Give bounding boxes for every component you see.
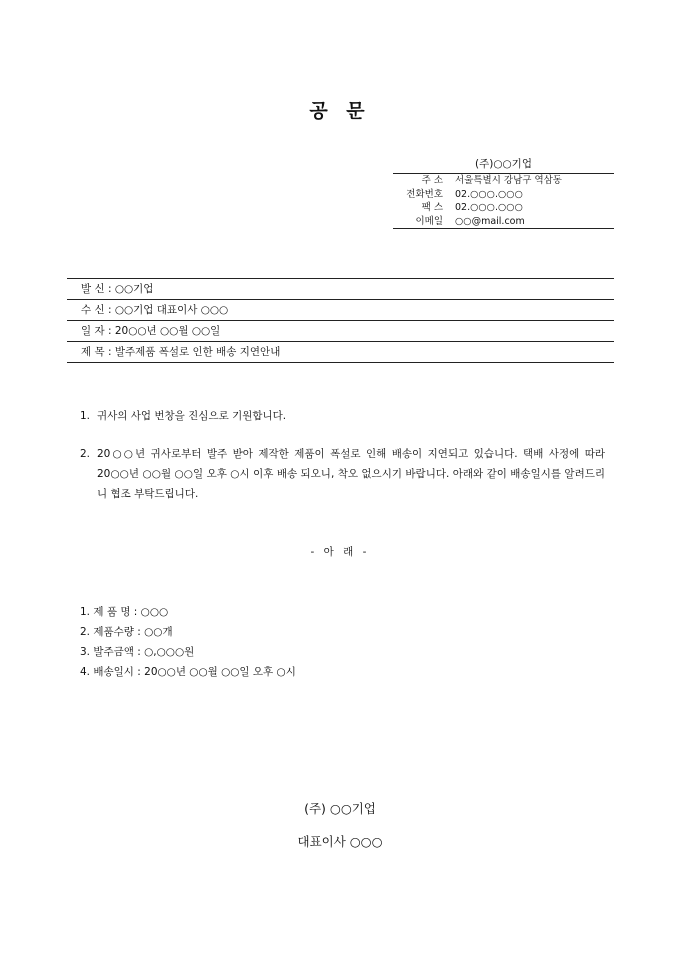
list-item: 3. 발주금액 : ○,○○○원 [80, 646, 195, 658]
from-value: ○○기업 [114, 283, 154, 295]
sender-address-label: 주 소 [421, 175, 443, 186]
paragraph-text: 20○○년 귀사로부터 발주 받아 제작한 제품이 폭설로 인해 배송이 지연되고 있습니다. 택배 사정에 따라 20○○년 ○○월 ○○일 오후 ○시 이후 배송 되오니, 착오 없으시기 바랍니다. 아래와 같이 배송일시를 알려드리니 협조 부탁드립니다. [97, 448, 605, 500]
header-row-date [67, 321, 614, 342]
document-title: 공 문 [309, 100, 371, 122]
body-paragraph-2 [80, 444, 605, 504]
paragraph-text: 귀사의 사업 번창을 진심으로 기원합니다. [97, 410, 287, 422]
header-row-to [67, 300, 614, 321]
signature-company: (주) ○○기업 [304, 801, 376, 816]
sender-phone-label: 전화번호 [406, 188, 443, 200]
subject-value: 발주제품 폭설로 인한 배송 지연안내 [114, 346, 281, 358]
header-row-subject [67, 342, 614, 363]
sender-phone-row [393, 188, 614, 202]
from-label: 발 신 : [81, 283, 112, 295]
sender-bottom-rule [393, 228, 614, 229]
paragraph-number: 2. [80, 448, 91, 460]
subject-label: 제 목 : [81, 346, 112, 358]
sender-company: (주)○○기업 [475, 158, 532, 170]
signature-ceo: 대표이사 ○○○ [297, 834, 383, 849]
notice-heading: - 아 래 - [310, 546, 370, 558]
sender-email-row [393, 215, 614, 229]
sender-phone-value: 02.○○○.○○○ [455, 188, 523, 200]
to-label: 수 신 : [81, 304, 112, 316]
list-item: 4. 배송일시 : 20○○년 ○○월 ○○일 오후 ○시 [80, 666, 296, 678]
item-list [80, 602, 296, 682]
header-row-from [67, 279, 614, 300]
header-table [67, 278, 614, 363]
sender-fax-label: 팩 스 [421, 202, 443, 213]
sender-fax-value: 02.○○○.○○○ [455, 202, 523, 213]
sender-address-row [393, 174, 614, 188]
sender-address-value: 서울특별시 강남구 역삼동 [455, 175, 562, 186]
to-value: ○○기업 대표이사 ○○○ [114, 304, 229, 316]
date-value: 20○○년 ○○월 ○○일 [114, 325, 221, 337]
list-item: 2. 제품수량 : ○○개 [80, 626, 173, 638]
date-label: 일 자 : [81, 325, 112, 337]
sender-fax-row [393, 201, 614, 215]
list-item: 1. 제 품 명 : ○○○ [80, 606, 169, 618]
body-paragraph-1 [80, 406, 605, 426]
paragraph-number: 1. [80, 410, 91, 422]
sender-email-value: ○○@mail.com [455, 215, 525, 227]
sender-email-label: 이메일 [415, 215, 443, 227]
sender-info-box [393, 156, 614, 229]
